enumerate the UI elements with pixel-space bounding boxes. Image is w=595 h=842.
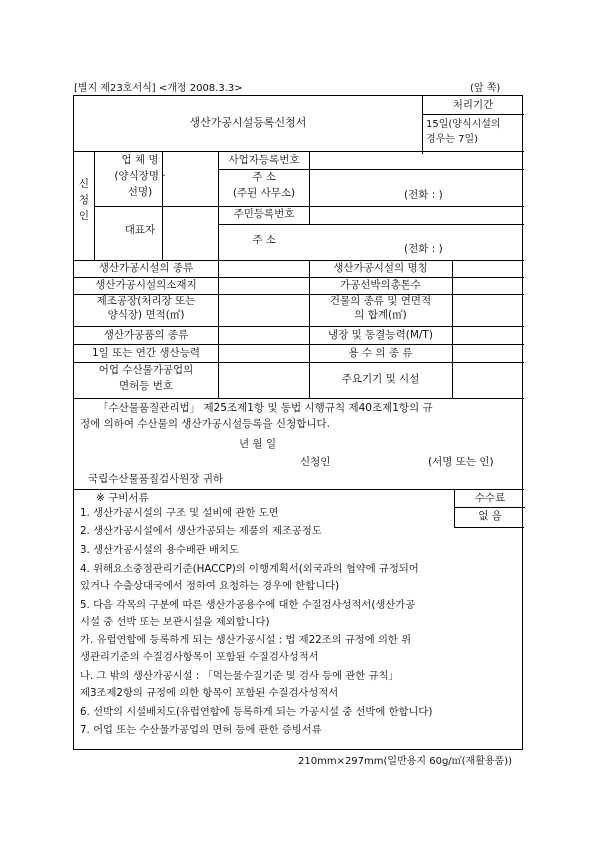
building-area-label-2: 의 합계(㎡) bbox=[354, 309, 407, 321]
license-no-label-2: 면허등 번호 bbox=[118, 380, 174, 392]
processing-label: 처리기간 bbox=[452, 99, 494, 111]
document-item-5b-cont: 제3조제2항의 규정에 의한 항목이 포함된 수질검사성적서 bbox=[80, 687, 339, 699]
signature-field: (서명 또는 인) bbox=[428, 456, 494, 468]
representative-label: 대표자 bbox=[124, 224, 156, 236]
document-item-1: 1. 생산가공시설의 구조 및 설비에 관한 도면 bbox=[80, 507, 279, 519]
product-type-label: 생산가공품의 종류 bbox=[103, 329, 189, 341]
fee-box bbox=[454, 489, 525, 527]
form-title: 생산가공시설등록신청서 bbox=[189, 116, 307, 129]
business-name-label: 업 체 명 bbox=[121, 154, 159, 166]
documents-title: ※ 구비서류 bbox=[96, 492, 149, 504]
address-label-2: 주 소 bbox=[252, 234, 276, 246]
phone-field-2: (전화 : ) bbox=[404, 243, 443, 255]
biz-reg-no-label: 사업자등록번호 bbox=[228, 154, 300, 166]
main-office-label: (주된 사무소) bbox=[232, 187, 296, 199]
factory-area-label: 제조공장(처리장 또는 bbox=[96, 295, 196, 307]
business-name-label-2: (양식장명 · bbox=[114, 170, 166, 182]
paper-spec: 210mm×297mm(일반용지 60g/㎡(재활용품)) bbox=[298, 756, 513, 767]
document-item-3: 3. 생산가공시설의 용수배관 배치도 bbox=[80, 544, 239, 556]
fee-label: 수수료 bbox=[474, 492, 506, 504]
factory-area-label-2: 양식장) 면적(㎡) bbox=[107, 309, 185, 321]
processing-period: 15일(양식시설의 bbox=[426, 119, 501, 130]
document-item-4-cont: 있거나 수출상대국에서 정하여 요청하는 경우에 한합니다) bbox=[80, 580, 340, 592]
applicant-group-1: 신 bbox=[78, 178, 90, 190]
statement-line-1: 「수산물품질관리법」 제25조제1항 및 동법 시행규칙 제40조제1항의 규 bbox=[98, 402, 433, 414]
production-capacity-label: 1일 또는 연간 생산능력 bbox=[92, 347, 200, 359]
facility-type-label: 생산가공시설의 종류 bbox=[98, 262, 194, 274]
document-item-7: 7. 어업 또는 수산물가공업의 면허 등에 관한 증빙서류 bbox=[80, 724, 322, 736]
building-area-label: 건물의 종류 및 연면적 bbox=[329, 295, 432, 307]
application-form bbox=[73, 95, 523, 750]
document-item-5-cont: 시설 중 선박 또는 보관시설을 제외합니다) bbox=[80, 616, 270, 628]
document-item-2: 2. 생산가공시설에서 생산가공되는 제품의 제조공정도 bbox=[80, 525, 322, 537]
water-type-label: 용 수 의 종 류 bbox=[348, 347, 413, 359]
applicant-group-3: 인 bbox=[78, 210, 90, 222]
applicant-group-2: 청 bbox=[78, 194, 90, 206]
document-item-5: 5. 다음 각목의 구분에 따른 생산가공용수에 대한 수질검사성적서(생산가공 bbox=[80, 599, 416, 611]
document-item-5a-cont: 생관리기준의 수질검사항목이 포함된 수질검사성적서 bbox=[80, 651, 319, 663]
vessel-tonnage-label: 가공선박의총톤수 bbox=[339, 279, 422, 291]
facility-location-label: 생산가공시설의소재지 bbox=[95, 279, 197, 291]
recipient: 국립수산물품질검사원장 귀하 bbox=[88, 473, 224, 485]
equipment-label: 주요기기 및 시설 bbox=[341, 373, 420, 385]
processing-period-2: 경우는 7일) bbox=[426, 134, 479, 145]
phone-field: (전화 : ) bbox=[404, 189, 443, 201]
document-item-5b: 나. 그 밖의 생산가공시설 : 「먹는물수질기준 및 검사 등에 관한 규칙」 bbox=[80, 670, 399, 682]
license-no-label: 어업 수산물가공업의 bbox=[98, 364, 194, 376]
document-item-5a: 가. 유럽연합에 등록하게 되는 생산가공시설 : 법 제22조의 규정에 의한 위 bbox=[80, 634, 412, 646]
address-label: 주 소 bbox=[252, 171, 276, 183]
document-item-6: 6. 선박의 시설배치도(유럽연합에 등록하게 되는 가공시설 중 선박에 한합니다) bbox=[80, 706, 433, 718]
resident-no-label: 주민등록번호 bbox=[233, 208, 295, 220]
freezing-capacity-label: 냉장 및 동결능력(M/T) bbox=[328, 329, 433, 341]
facility-name-label: 생산가공시설의 명칭 bbox=[333, 262, 428, 274]
business-name-label-3: 선명) bbox=[127, 186, 153, 198]
date-field: 년 월 일 bbox=[239, 438, 277, 450]
page-side: (앞 쪽) bbox=[470, 83, 501, 94]
applicant-sign-label: 신청인 bbox=[300, 456, 331, 468]
statement-line-2: 정에 의하여 수산물의 생산가공시설등록을 신청합니다. bbox=[80, 418, 330, 430]
form-reference: [별지 제23호서식] <개정 2008.3.3> bbox=[74, 83, 243, 94]
document-item-4: 4. 위해요소중점관리기준(HACCP)의 이행계획서(외국과의 협약에 규정되어 bbox=[80, 563, 419, 575]
fee-value: 없 음 bbox=[478, 510, 502, 522]
